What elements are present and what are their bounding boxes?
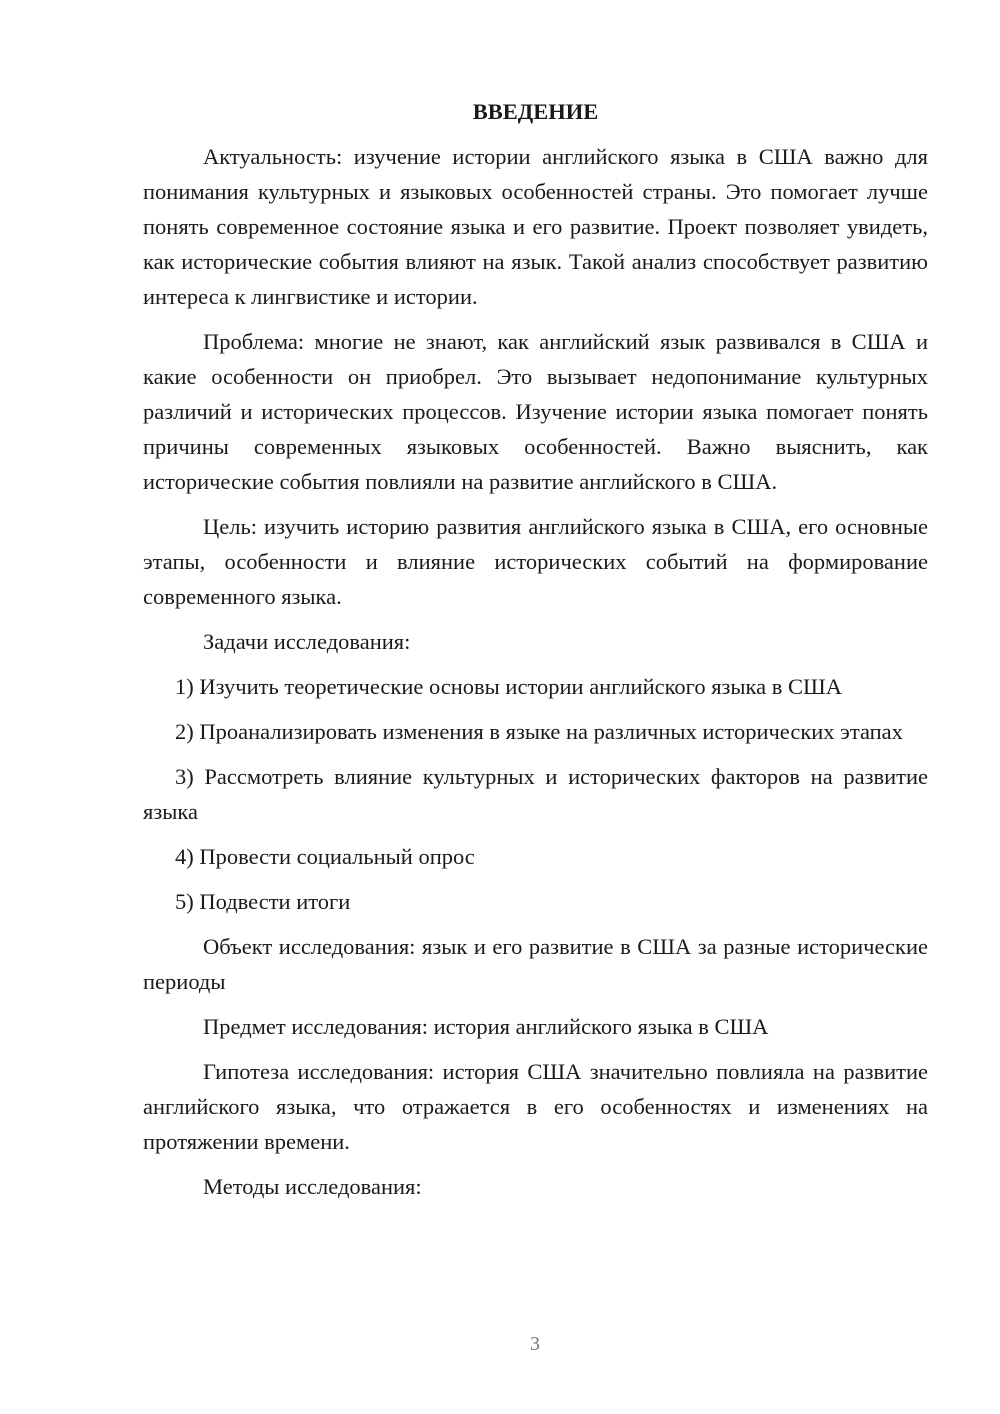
subject-paragraph: Предмет исследования: история английского языка в США <box>203 1014 769 1039</box>
task-item-4: 4) Провести социальный опрос <box>175 844 475 869</box>
problem-paragraph: Проблема: многие не знают, как английский язык развивался в США и какие особенности он приобрел. Это вызывает недопонимание культурных различий и исторических процессов. Изучение истории языка помогает понять причины современных языковых особенностей. Важно выяснить, как исторические события повлияли на развитие английского в США. <box>143 329 928 494</box>
page-title: ВВЕДЕНИЕ <box>472 99 599 124</box>
object-paragraph: Объект исследования: язык и его развитие в США за разные исторические периоды <box>143 934 928 994</box>
page-number: 3 <box>530 1333 540 1355</box>
page-content <box>143 94 928 1214</box>
task-item-1: 1) Изучить теоретические основы истории английского языка в США <box>175 674 842 699</box>
task-item-2: 2) Проанализировать изменения в языке на различных исторических этапах <box>175 719 903 744</box>
relevance-paragraph: Актуальность: изучение истории английского языка в США важно для понимания культурных и языковых особенностей страны. Это помогает лучше понять современное состояние языка и его развитие. Проект позволяет увидеть, как исторические события влияют на язык. Такой анализ способствует развитию интереса к лингвистике и истории. <box>143 144 928 309</box>
goal-paragraph: Цель: изучить историю развития английского языка в США, его основные этапы, особенности и влияние исторических событий на формирование современного языка. <box>143 514 928 609</box>
methods-heading: Методы исследования: <box>203 1174 422 1199</box>
tasks-heading: Задачи исследования: <box>203 629 411 654</box>
task-item-5: 5) Подвести итоги <box>175 889 351 914</box>
hypothesis-paragraph: Гипотеза исследования: история США значительно повлияла на развитие английского языка, что отражается в его особенностях и изменениях на протяжении времени. <box>143 1059 928 1154</box>
task-item-3: 3) Рассмотреть влияние культурных и исторических факторов на развитие языка <box>143 764 928 824</box>
